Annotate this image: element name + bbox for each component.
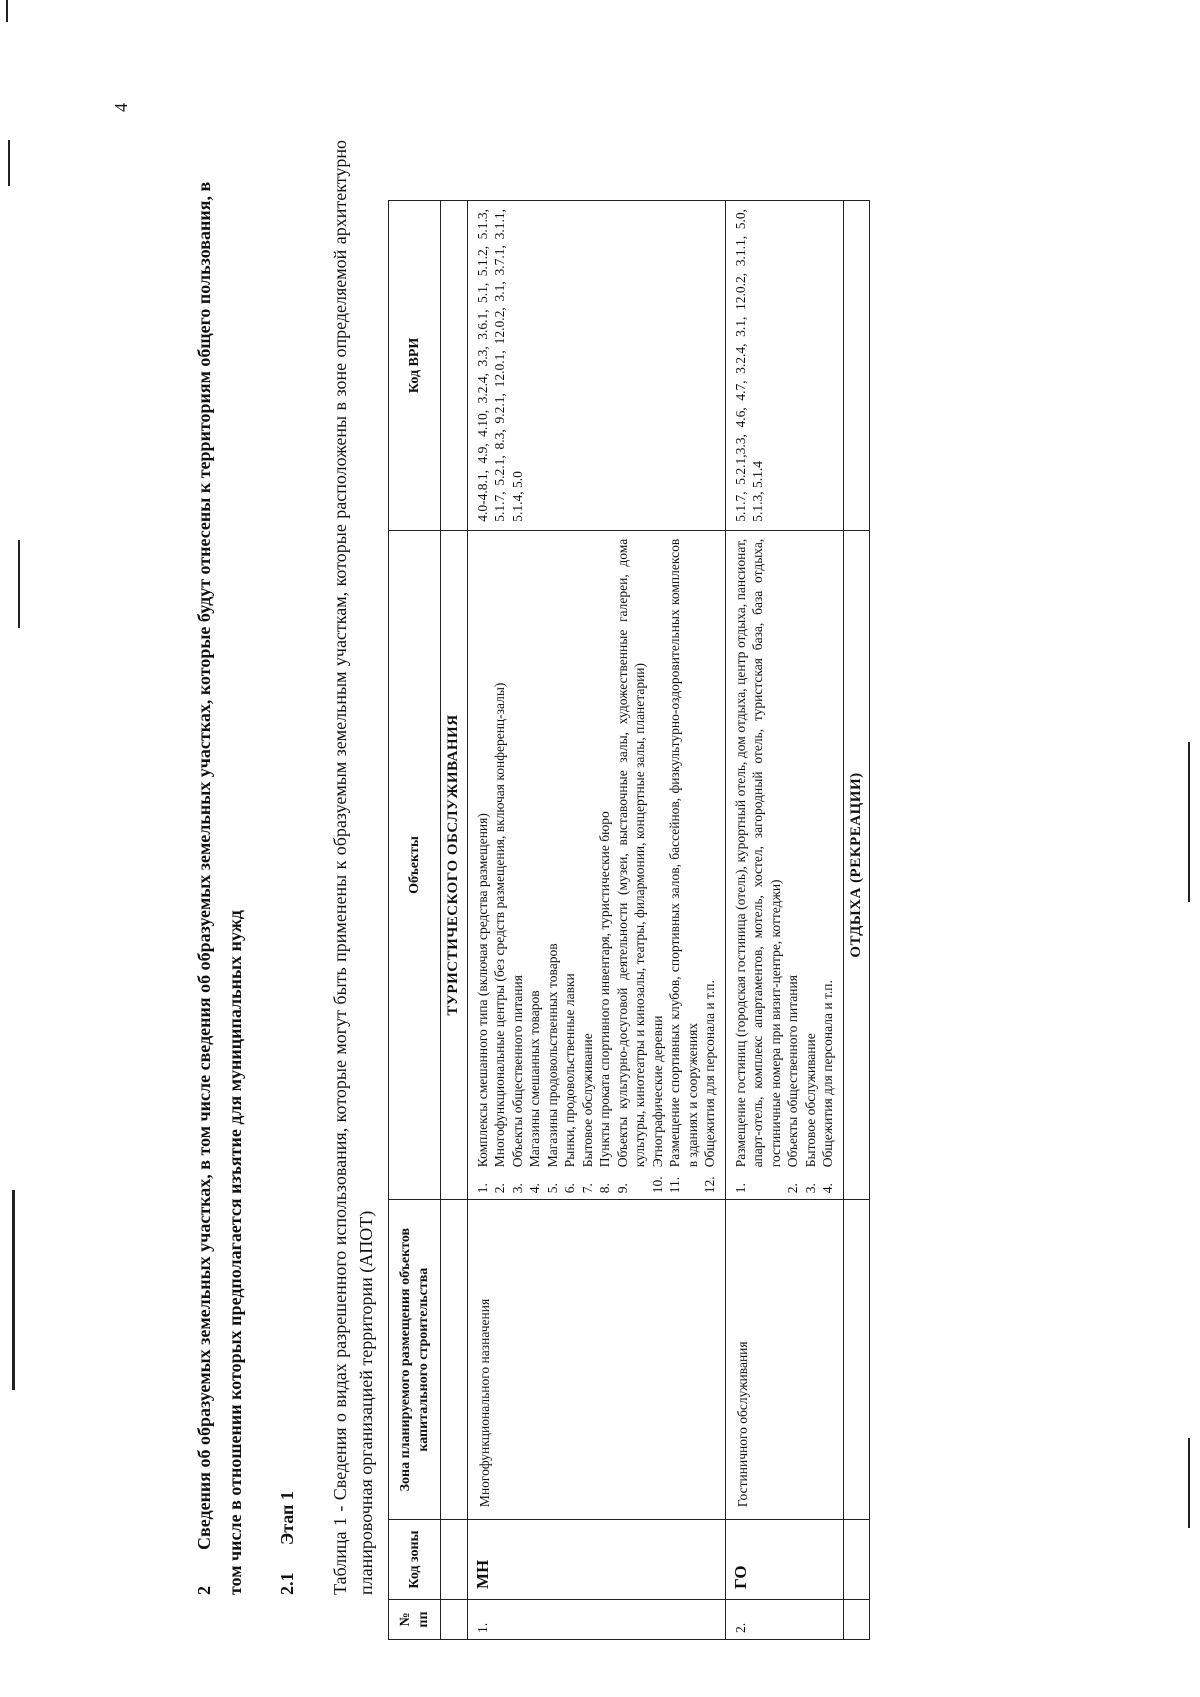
list-item xyxy=(526,539,544,1193)
list-item-text: Этнографические деревни xyxy=(649,1015,665,1168)
scan-mark xyxy=(8,140,10,186)
list-item-text: Объекты общественного питания xyxy=(509,975,525,1168)
page-number: 4 xyxy=(111,103,131,112)
header-code: Код зоны xyxy=(389,1520,441,1600)
objects-list xyxy=(732,539,837,1193)
list-item-text: Пункты проката спортивного инвентаря, туристические бюро xyxy=(597,811,612,1168)
list-item-number: 3. xyxy=(802,1183,818,1194)
list-item-number: 9. xyxy=(614,1183,630,1194)
list-item-text: Размещение спортивных клубов, спортивных залов, бассейнов, физкультурно-оздоровительных комплексов в зданиях и сооружениях xyxy=(667,538,700,1168)
header-vri: Код ВРИ xyxy=(389,201,441,531)
section-heading xyxy=(189,165,251,1595)
table-caption: Таблица 1 - Сведения о видах разрешенного использования, которые могут быть применены к образуемым земельным участкам, которые расположены в зоне определяемой архитектурно планировочная организацией территории (АПОТ) xyxy=(330,140,376,1595)
empty-cell xyxy=(843,1600,870,1640)
list-item-text: Объекты культурно-досуговой деятельности (музеи, выставочные залы, художественные галереи, дома культуры, кинотеатры и кинозалы, театры, филармонии, концертные залы, планетарии) xyxy=(614,538,647,1168)
list-item-number: 6. xyxy=(562,1183,577,1194)
list-item-number: 3. xyxy=(509,1183,525,1194)
zone-name: Гостиничного обслуживания xyxy=(725,1200,843,1520)
empty-cell xyxy=(441,1200,468,1520)
empty-cell xyxy=(843,201,870,531)
objects-list xyxy=(474,539,719,1193)
list-item-text: Объекты общественного питания xyxy=(785,975,800,1168)
table-header-row xyxy=(389,201,441,1640)
list-item xyxy=(666,539,701,1193)
vri-codes: 4.0-4.8.1, 4.9, 4.10, 3.2.4, 3.3, 3.6.1, 5.1, 5.1.2, 5.1.3, 5.1.7, 5.2.1, 8.3, 9.2.1, 12.0.1, 12.0.2, 3.1, 3.7.1, 3.1.1, 5.1.4, 5.0 xyxy=(467,201,725,531)
list-item-text: Комплексы смешанного типа (включая средства размещения) xyxy=(474,813,490,1168)
section-number: 2 xyxy=(194,1586,214,1595)
list-item xyxy=(819,539,837,1193)
empty-cell xyxy=(441,201,468,531)
empty-cell xyxy=(441,1520,468,1600)
empty-cell xyxy=(843,1200,870,1520)
list-item-number: 12. xyxy=(702,1176,717,1194)
list-item-text: Общежития для персонала и т.п. xyxy=(820,980,835,1168)
list-item-text: Бытовое обслуживание xyxy=(579,1033,595,1168)
section-title: ОТДЫХА (РЕКРЕАЦИИ) xyxy=(843,530,870,1199)
row-number: 2. xyxy=(725,1600,843,1640)
scan-mark xyxy=(6,0,8,22)
list-item-number: 2. xyxy=(785,1183,800,1194)
table-row xyxy=(725,201,843,1640)
list-item xyxy=(596,539,614,1193)
list-item-number: 4. xyxy=(820,1183,835,1194)
list-item-number: 1. xyxy=(732,1183,748,1194)
scan-mark xyxy=(18,540,20,628)
empty-cell xyxy=(441,1600,468,1640)
rotated-page xyxy=(105,85,1125,1650)
zone-code: МН xyxy=(467,1520,725,1600)
list-item-text: Размещение гостиниц (городская гостиница (отель), курортный отель, дом отдыха, центр отдыха, пансионат, апарт-отель, комплекс апартаментов, мотель, хостел, загородный отель, туристская база, база отдыха, гостиничные номера при визит-центре, коттеджи) xyxy=(732,538,783,1168)
zone-name: Многофункционального назначения xyxy=(467,1200,725,1520)
scan-mark xyxy=(1188,742,1190,902)
list-item-text: Бытовое обслуживание xyxy=(802,1033,818,1168)
list-item-number: 2. xyxy=(492,1183,507,1194)
list-item-text: Рынки, продовольственные лавки xyxy=(562,973,577,1168)
scan-mark xyxy=(12,1190,15,1390)
list-item-number: 10. xyxy=(649,1176,665,1194)
stage-label: Этап 1 xyxy=(277,1491,297,1545)
list-item xyxy=(509,539,527,1193)
table-row xyxy=(467,201,725,1640)
zone-code: ГО xyxy=(725,1520,843,1600)
list-item xyxy=(579,539,597,1193)
list-item xyxy=(544,539,562,1193)
objects-cell xyxy=(467,530,725,1199)
list-item xyxy=(802,539,820,1193)
section-row xyxy=(843,201,870,1640)
empty-cell xyxy=(843,1520,870,1600)
list-item-text: Магазины смешанных товаров xyxy=(527,990,542,1168)
header-num: № пп xyxy=(389,1600,441,1640)
row-number: 1. xyxy=(467,1600,725,1640)
list-item-number: 7. xyxy=(579,1183,595,1194)
list-item-text: Многофункциональные центры (без средств размещения, включая конференц-залы) xyxy=(492,682,507,1168)
list-item xyxy=(701,539,719,1193)
stage-heading xyxy=(277,1491,298,1595)
list-item xyxy=(491,539,509,1193)
vri-codes: 5.1.7, 5.2.1,3.3, 4.6, 4.7, 3.2.4, 3.1, 12.0.2, 3.1.1, 5.0, 5.1.3, 5.1.4 xyxy=(725,201,843,531)
list-item-text: Магазины продовольственных товаров xyxy=(544,943,560,1168)
header-objects: Объекты xyxy=(389,530,441,1199)
list-item xyxy=(784,539,802,1193)
list-item-number: 8. xyxy=(597,1183,612,1194)
table-body xyxy=(441,201,870,1640)
scan-mark xyxy=(1188,1438,1190,1528)
list-item-number: 5. xyxy=(544,1183,560,1194)
list-item xyxy=(474,539,492,1193)
header-zone: Зона планируемого размещения объектов капитального строительства xyxy=(389,1200,441,1520)
vri-table xyxy=(388,200,870,1640)
list-item-number: 11. xyxy=(667,1176,682,1194)
objects-cell xyxy=(725,530,843,1199)
list-item xyxy=(649,539,667,1193)
stage-number: 2.1 xyxy=(277,1572,297,1595)
list-item-number: 4. xyxy=(527,1183,542,1194)
list-item xyxy=(732,539,785,1193)
section-row xyxy=(441,201,468,1640)
section-title: ТУРИСТИЧЕСКОГО ОБСЛУЖИВАНИЯ xyxy=(441,530,468,1199)
list-item xyxy=(561,539,579,1193)
list-item-text: Общежития для персонала и т.п. xyxy=(702,980,717,1168)
section-title: Сведения об образуемых земельных участках, в том числе сведения об образуемых земельных участках, которые будут отнесены к территориям общего пользования, в том числе в отношении которых предполагается изъятие для муниципальных нужд xyxy=(194,181,245,1595)
list-item xyxy=(614,539,649,1193)
list-item-number: 1. xyxy=(474,1183,490,1194)
